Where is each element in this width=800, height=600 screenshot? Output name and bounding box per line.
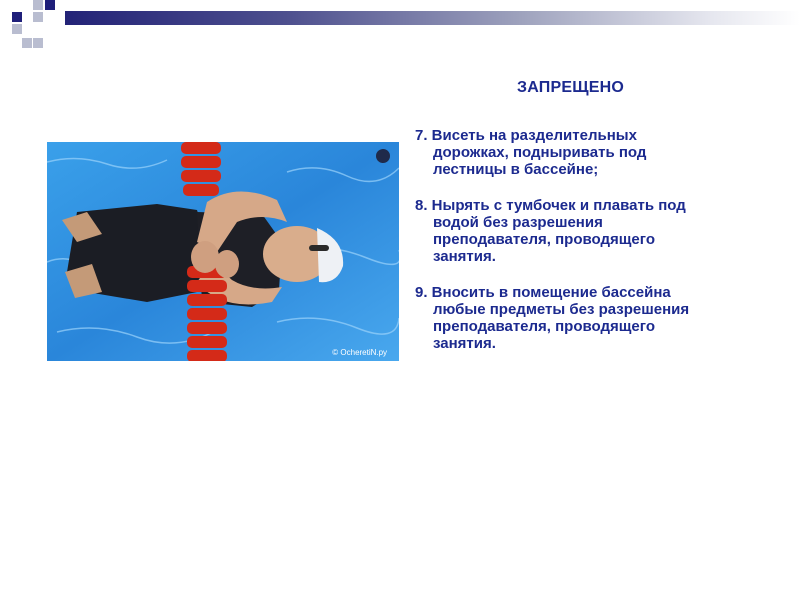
rule-item <box>415 284 787 352</box>
rule-line: 7. Висеть на разделительных <box>415 127 637 144</box>
decor-square-6 <box>22 38 32 48</box>
rule-line: 8. Нырять с тумбочек и плавать под <box>415 197 686 214</box>
rule-line: преподавателя, проводящего <box>433 318 655 335</box>
rule-line: водой без разрешения <box>433 214 603 231</box>
rule-line: 9. Вносить в помещение бассейна <box>415 284 671 301</box>
rule-line: занятия. <box>433 335 496 352</box>
decor-square-3 <box>33 12 43 22</box>
decor-square-7 <box>33 38 43 48</box>
rules-list <box>415 127 787 371</box>
rule-line: дорожках, подныривать под <box>433 144 647 161</box>
decor-square-1 <box>12 12 22 22</box>
rule-line: лестницы в бассейне; <box>433 161 599 178</box>
rule-item <box>415 197 787 265</box>
photo-watermark: © OcheretiN.ру <box>332 348 387 357</box>
rule-line: занятия. <box>433 248 496 265</box>
rule-line: любые предметы без разрешения <box>433 301 690 318</box>
decor-square-4 <box>45 0 55 10</box>
rule-item <box>415 127 787 178</box>
swimmer-photo <box>47 142 399 361</box>
decor-square-2 <box>33 0 43 10</box>
decor-square-5 <box>12 24 22 34</box>
rule-line: преподавателя, проводящего <box>433 231 655 248</box>
slide-title: ЗАПРЕЩЕНО <box>517 79 624 96</box>
top-gradient-bar <box>65 11 800 25</box>
